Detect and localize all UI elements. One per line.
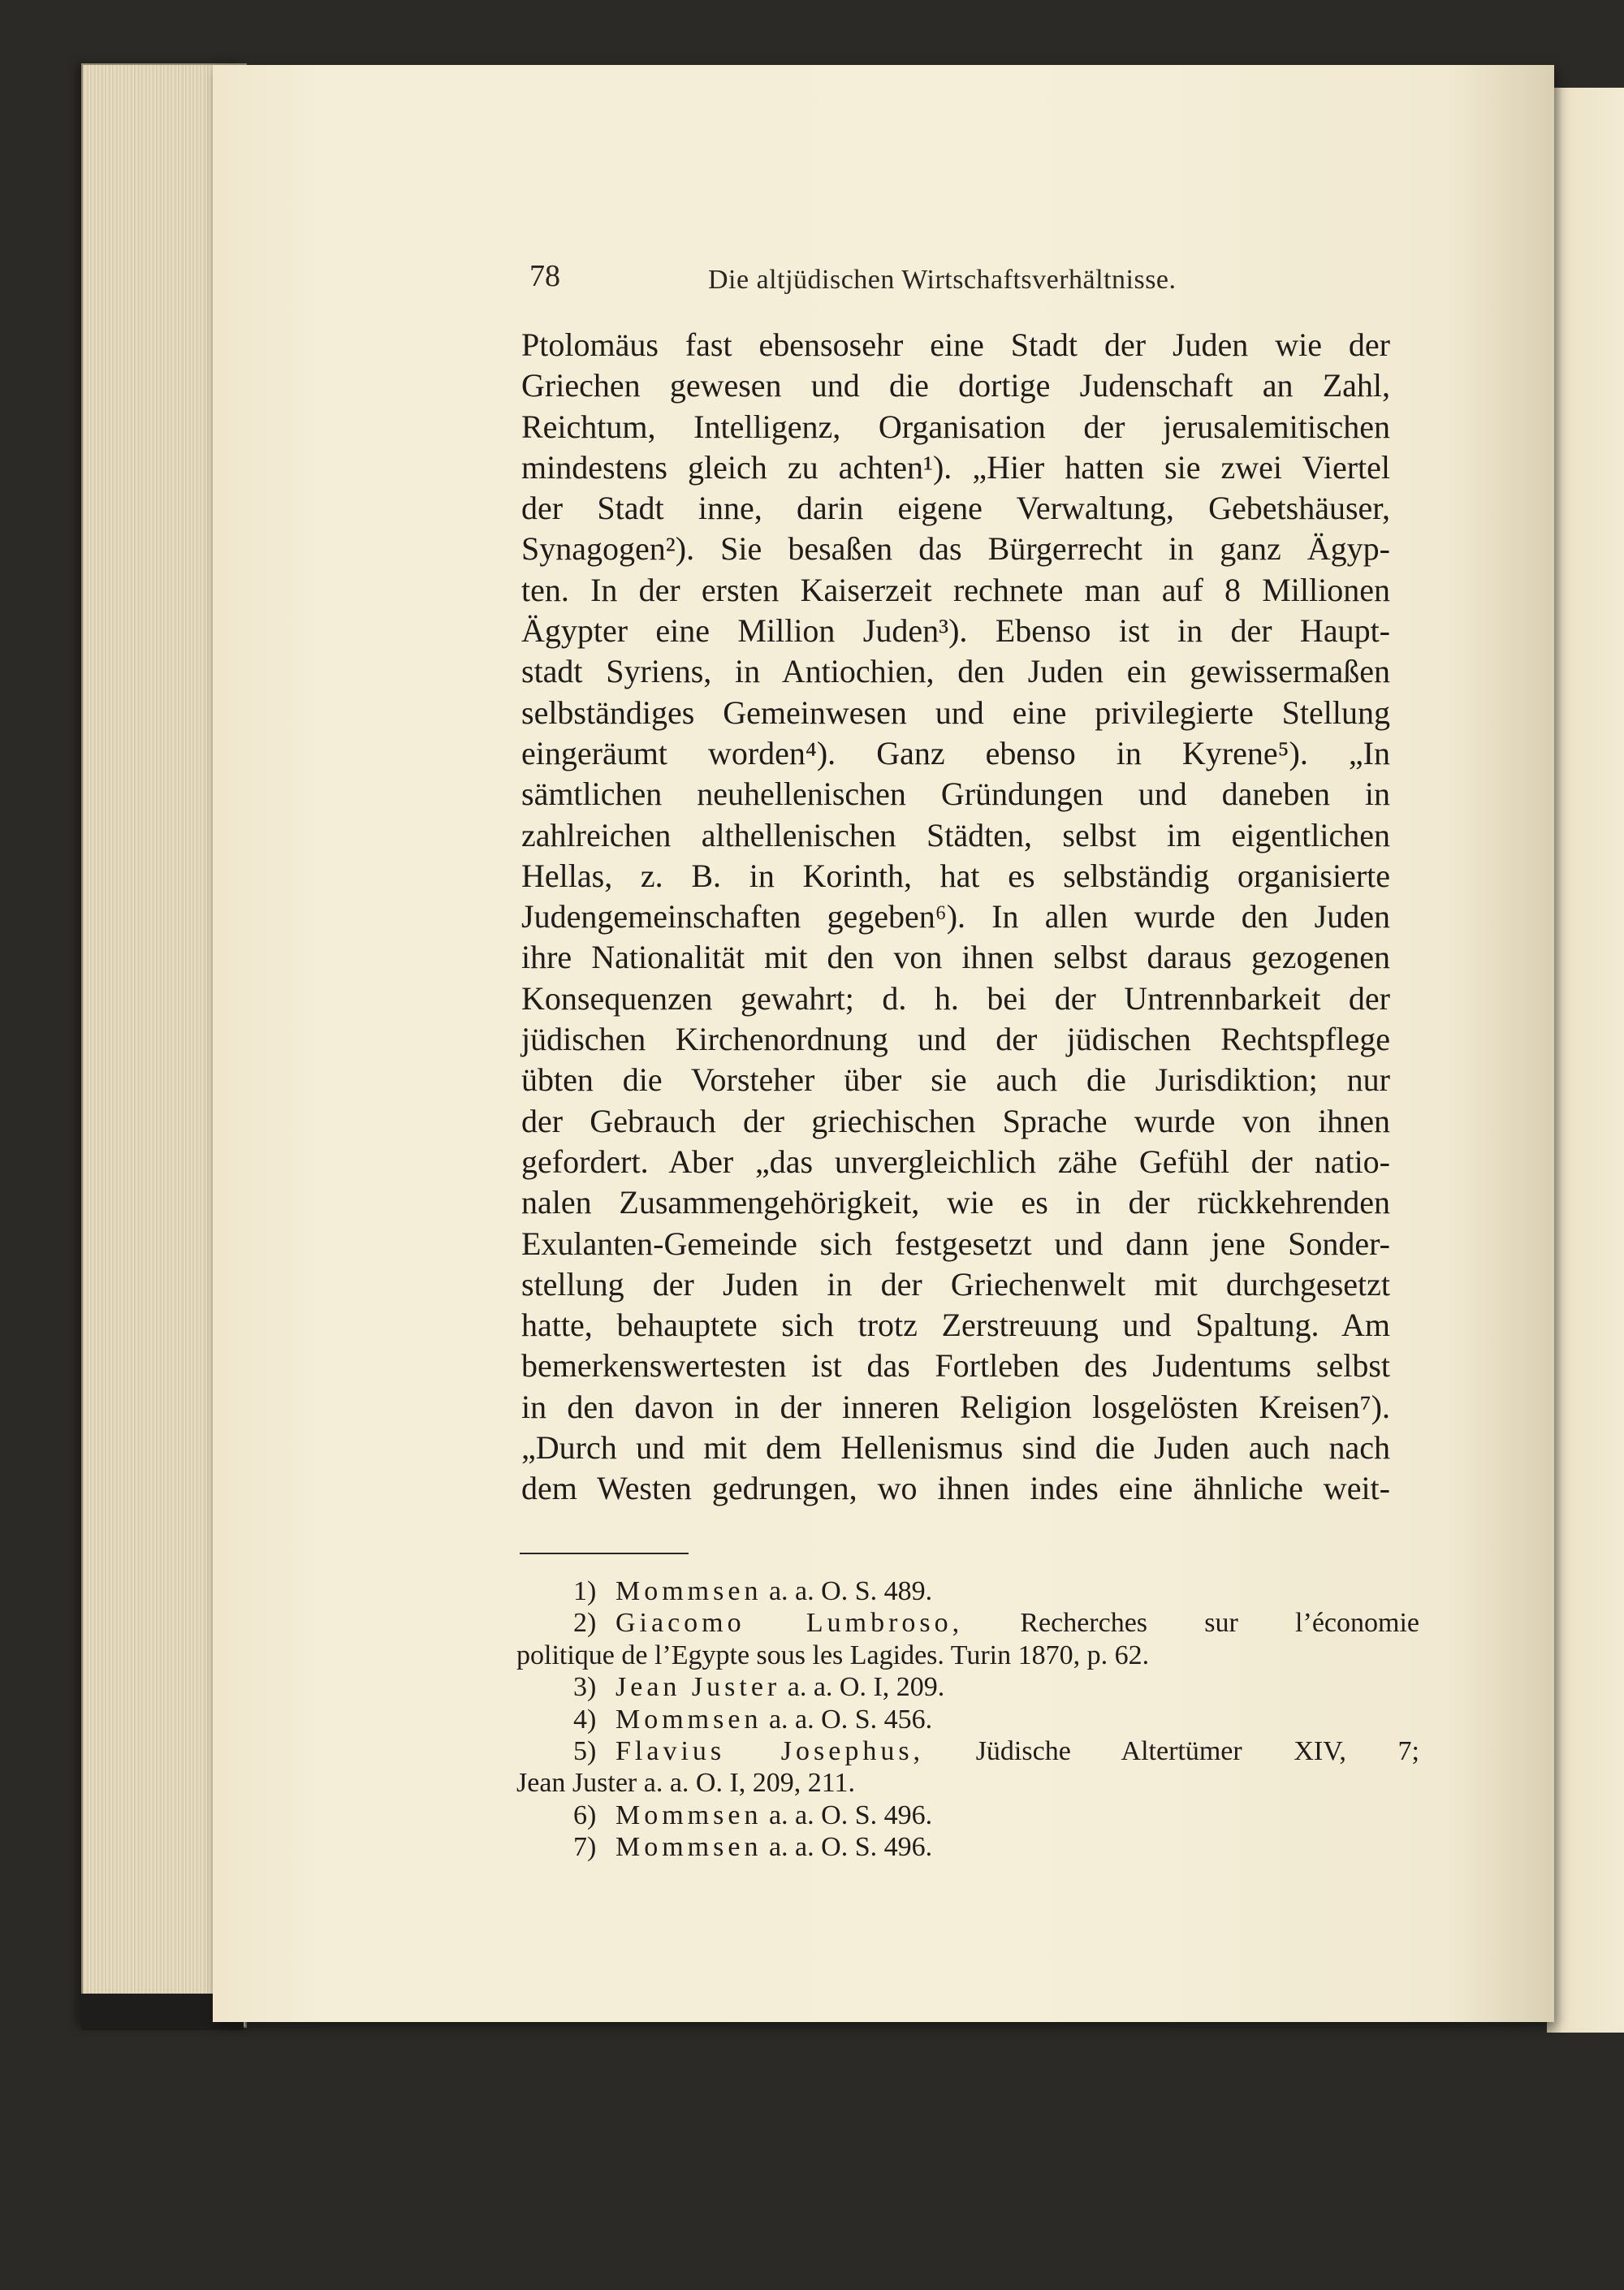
- footnote-6: 6) Mommsen a. a. O. S. 496.: [573, 1800, 933, 1830]
- body-line: „Durch und mit dem Hellenismus sind die Juden auch nach: [521, 1429, 1390, 1467]
- footnote-5: 5) Flavius Josephus, Jüdische Altertümer XIV, 7;: [573, 1735, 1419, 1766]
- body-line: bemerkenswertesten ist das Fortleben des Judentums selbst: [521, 1347, 1390, 1385]
- body-line: Konsequenzen gewahrt; d. h. bei der Untrennbarkeit der: [521, 979, 1390, 1017]
- body-line: in den davon in der inneren Religion losgelösten Kreisen⁷).: [521, 1388, 1390, 1425]
- body-line: Reichtum, Intelligenz, Organisation der jerusalemitischen: [521, 408, 1390, 445]
- body-line: Exulanten-Gemeinde sich festgesetzt und dann jene Sonder-: [521, 1225, 1390, 1262]
- footnotes: [516, 1575, 1419, 1864]
- body-line: mindestens gleich zu achten¹). „Hier hatten sie zwei Viertel: [521, 448, 1390, 486]
- body-line: eingeräumt worden⁴). Ganz ebenso in Kyrene⁵). „In: [521, 734, 1390, 771]
- body-line: Griechen gewesen und die dortige Judenschaft an Zahl,: [521, 367, 1390, 404]
- footnote-separator: [520, 1553, 689, 1554]
- footnote-4: 4) Mommsen a. a. O. S. 456.: [573, 1704, 933, 1735]
- page-number: 78: [529, 259, 560, 293]
- footnote-2-continued: politique de l’Egypte sous les Lagides. Turin 1870, p. 62.: [516, 1640, 1150, 1670]
- body-text: [521, 325, 1390, 1510]
- body-line: stadt Syriens, in Antiochien, den Juden ein gewissermaßen: [521, 653, 1390, 690]
- body-line: stellung der Juden in der Griechenwelt mit durchgesetzt: [521, 1265, 1390, 1303]
- body-line: Judengemeinschaften gegeben⁶). In allen wurde den Juden: [521, 898, 1390, 935]
- footnote-1: 1) Mommsen a. a. O. S. 489.: [573, 1576, 933, 1606]
- body-line: zahlreichen althellenischen Städten, selbst im eigentlichen: [521, 816, 1390, 853]
- body-line: hatte, behauptete sich trotz Zerstreuung und Spaltung. Am: [521, 1307, 1390, 1344]
- body-line: Ägypter eine Million Juden³). Ebenso ist in der Haupt-: [521, 612, 1390, 650]
- footnote-3: 3) Jean Juster a. a. O. I, 209.: [573, 1672, 945, 1703]
- body-line: gefordert. Aber „das unvergleichlich zähe Gefühl der natio-: [521, 1143, 1390, 1180]
- running-title: Die altjüdischen Wirtschaftsverhältnisse.: [708, 265, 1177, 295]
- body-line: dem Westen gedrungen, wo ihnen indes eine ähnliche weit-: [521, 1470, 1390, 1507]
- body-line: der Gebrauch der griechischen Sprache wurde von ihnen: [521, 1102, 1390, 1139]
- body-line: jüdischen Kirchenordnung und der jüdischen Rechtspflege: [521, 1021, 1390, 1058]
- page-header: [529, 258, 1431, 307]
- footnote-7: 7) Mommsen a. a. O. S. 496.: [573, 1832, 933, 1863]
- footnote-5-continued: Jean Juster a. a. O. I, 209, 211.: [516, 1768, 856, 1799]
- body-line: selbständiges Gemeinwesen und eine privilegierte Stellung: [521, 693, 1390, 731]
- body-line: ten. In der ersten Kaiserzeit rechnete man auf 8 Millionen: [521, 571, 1390, 608]
- footnote-2: 2) Giacomo Lumbroso, Recherches sur l’économie: [573, 1608, 1419, 1639]
- body-line: sämtlichen neuhellenischen Gründungen und daneben in: [521, 776, 1390, 813]
- body-line: Synagogen²). Sie besaßen das Bürgerrecht in ganz Ägyp-: [521, 530, 1390, 568]
- body-line: der Stadt inne, darin eigene Verwaltung, Gebetshäuser,: [521, 490, 1390, 527]
- body-line: ihre Nationalität mit den von ihnen selbst daraus gezogenen: [521, 939, 1390, 976]
- body-line: übten die Vorsteher über sie auch die Jurisdiktion; nur: [521, 1061, 1390, 1099]
- facing-page-edge: [1547, 88, 1624, 2033]
- body-line: nalen Zusammengehörigkeit, wie es in der rückkehrenden: [521, 1184, 1390, 1221]
- body-line: Ptolomäus fast ebensosehr eine Stadt der Juden wie der: [521, 326, 1390, 363]
- body-line: Hellas, z. B. in Korinth, hat es selbständig organisierte: [521, 857, 1390, 894]
